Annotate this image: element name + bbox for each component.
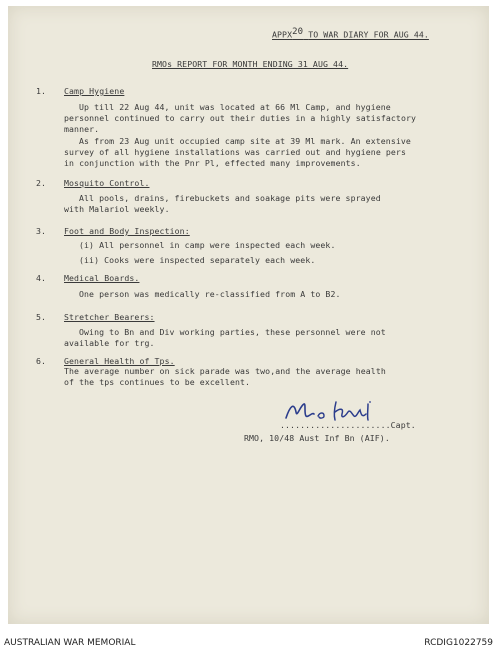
section-number: 6. [36, 356, 47, 366]
section-number: 5. [36, 312, 47, 322]
section-heading: Camp Hygiene [64, 86, 125, 96]
appendix-reference [272, 27, 429, 40]
section-line: with Malariol weekly. [64, 204, 170, 214]
section-number: 1. [36, 86, 47, 96]
section-line: personnel continued to carry out their duties in a highly satisfactory [64, 113, 417, 123]
section-line: One person was medically re-classified from A to B2. [79, 289, 341, 299]
footer-bar [0, 630, 497, 654]
section-line: of the tps continues to be excellent. [64, 377, 251, 387]
section-heading: Medical Boards. [64, 273, 140, 283]
signature-line [280, 420, 416, 430]
section-line: All pools, drains, firebuckets and soakage pits were sprayed [79, 193, 381, 203]
appendix-rest: TO WAR DIARY FOR AUG 44. [308, 29, 429, 40]
section-line: manner. [64, 124, 100, 134]
appendix-number: 20 [292, 27, 304, 37]
footer-reference-id: RCDIG1022759 [424, 638, 493, 648]
report-title: RMOs REPORT FOR MONTH ENDING 31 AUG 44. [152, 59, 349, 69]
section-heading: Stretcher Bearers: [64, 312, 155, 322]
section-heading: General Health of Tps. [64, 356, 175, 366]
section-line: survey of all hygiene installations was carried out and hygiene pers [64, 147, 406, 157]
footer-source: AUSTRALIAN WAR MEMORIAL [4, 638, 136, 648]
section-number: 2. [36, 178, 47, 188]
section-heading: Mosquito Control. [64, 178, 150, 188]
signature-dots: ...................... [280, 420, 391, 430]
section-line: The average number on sick parade was two,and the average health [64, 366, 386, 376]
signature-rank: Capt. [390, 420, 416, 430]
section-line: in conjunction with the Pnr Pl, effected many improvements. [64, 158, 361, 168]
section-line: Owing to Bn and Div working parties, these personnel were not [79, 327, 386, 337]
section-line: available for trg. [64, 338, 155, 348]
section-number: 4. [36, 273, 47, 283]
section-heading: Foot and Body Inspection: [64, 226, 190, 236]
section-number: 3. [36, 226, 47, 236]
section-line: (i) All personnel in camp were inspected each week. [79, 240, 336, 250]
section-line: (ii) Cooks were inspected separately each week. [79, 255, 316, 265]
signature-unit: RMO, 10/48 Aust Inf Bn (AIF). [244, 433, 390, 443]
appendix-prefix: APPX [272, 29, 293, 40]
section-line: As from 23 Aug unit occupied camp site at 39 Ml mark. An extensive [79, 136, 411, 146]
section-line: Up till 22 Aug 44, unit was located at 66 Ml Camp, and hygiene [79, 102, 391, 112]
